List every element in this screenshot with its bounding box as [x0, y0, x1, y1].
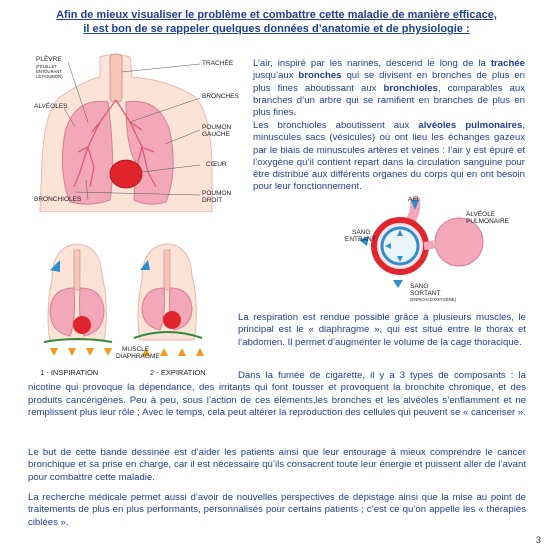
label-sang-entrant-1: SANG: [352, 229, 371, 236]
blood-out-arrow-icon: [393, 280, 403, 288]
label-alveole-1: ALVÉOLE: [466, 211, 496, 218]
label-bronches: BRONCHES: [202, 93, 239, 100]
caption-inspiration: 1 - INSPIRATION: [40, 368, 99, 377]
p1-text-3: qui se divisent en bronches de plus en plus fines aboutissant aux: [253, 70, 526, 94]
label-muscle-2: DIAPHRAGME: [116, 353, 160, 360]
label-plevre-sub-2: ENTOURANT: [36, 69, 62, 74]
label-poumon-gauche-2: GAUCHE: [202, 131, 230, 138]
p1-text-4: , comparables aux branches d’un arbre qui se ramifient en branches de plus en plus fines.: [253, 82, 525, 119]
label-sang-entrant-2: ENTRANT: [345, 236, 376, 243]
paragraph-alveoles: [253, 120, 525, 194]
label-plevre: PLÈVRE: [36, 56, 62, 63]
label-muscle-1: MUSCLE: [122, 346, 150, 353]
p1-text-1: L’air, inspiré par les narines, descend le long de la: [253, 58, 491, 69]
label-coeur: CŒUR: [206, 161, 227, 168]
title-line-1: Afin de mieux visualiser le problème et combattre cette maladie de manière efficace,: [56, 9, 497, 21]
paragraph-recherche: La recherche médicale permet aussi d’avoir de nouvelles perspectives de dépistage ainsi que la mise au point de traitements de plus en plus performants, personnalisés pour certains patients ; c’est ce qu’on appelle les « thérapies ciblées ».: [28, 492, 526, 528]
p2-bold-alveoles: alvéoles pulmonaires: [418, 120, 523, 131]
page-title: [30, 8, 523, 36]
p1-bold-bronches: bronches: [298, 70, 342, 82]
caption-expiration: 2 - EXPIRATION: [150, 368, 206, 377]
label-air: AIR: [408, 196, 419, 203]
breathing-illustration: [30, 230, 230, 365]
p2-text-1: Les bronchioles aboutissent aux: [253, 120, 419, 131]
down-arrows-icon: [50, 348, 112, 356]
label-bronchioles: BRONCHIOLES: [34, 196, 82, 203]
paragraph-cigarette: Dans la fumée de cigarette, il y a 3 types de composants : la nicotine qui provoque la dépendance, des irritants qui font tousser et provoquent la bronchite chronique, et des produits cancérigènes. Peu à peu, sous l’action de ces éléments,les bronches et les alvéoles s’enflamment et ne remplissent plus leur rôle ; Avec le temps, cela peut altérer la reproduction des cellules qui peuvent se « canceriser ».: [28, 370, 526, 418]
p1-bold-bronchioles: bronchioles: [383, 82, 438, 94]
label-trachee: TRACHÉE: [202, 60, 234, 67]
label-alveoles: ALVÉOLES: [34, 103, 68, 110]
paragraph-airways: [253, 58, 525, 119]
p1-bold-trachee: trachée: [490, 58, 525, 69]
trachea-shape: [110, 54, 122, 102]
label-alveole-2: PULMONAIRE: [466, 218, 509, 225]
label-plevre-sub-1: (FEUILLET: [36, 64, 57, 69]
heart-shape: [110, 160, 142, 188]
title-line-2: il est bon de se rappeler quelques données d’anatomie et de physiologie :: [83, 23, 470, 35]
label-plevre-sub-3: LE POUMON): [36, 74, 63, 79]
label-poumon-gauche-1: POUMON: [202, 124, 232, 131]
paragraph-diaphragme: La respiration est rendue possible grâce à plusieurs muscles, le principal est le « diaphragme », qui est situé entre le thorax et l’abdomen. Il permet d’augmenter le volume de la cage thoracique.: [238, 312, 526, 348]
page-number: 3: [535, 535, 541, 545]
label-sang-sortant-3: (ENRICHI D’OXYGÈNE): [410, 297, 456, 302]
inspiration-figure: [44, 244, 112, 356]
p2-text-2: , minuscules sacs (vésicules) où ont lieu les échanges gazeux par le biais de minuscules artères et veines : l’air y est épuré et l’oxygène qu’il contient repart dans la circulation sanguine pour être distribué aux différents organes du corps qui en ont besoin pour leur fonctionnement.: [253, 120, 526, 193]
alveole-sac: [435, 218, 483, 266]
label-poumon-droit-1: POUMON: [202, 190, 232, 197]
p1-text-2: jusqu’aux: [253, 70, 299, 82]
paragraph-bande-dessinee: Le but de cette bande dessinée est d’aider les patients ainsi que leur entourage à mieux comprendre le cancer bronchique et sa prise en charge, car il est nécessaire qu’ils consacrent toute leur énergie et puissent aller de l’avant pour combattre cette maladie.: [28, 447, 526, 483]
expiration-figure: [134, 244, 204, 356]
label-sang-sortant-1: SANG: [410, 283, 429, 290]
label-poumon-droit-2: DROIT: [202, 197, 223, 204]
label-sang-sortant-2: SORTANT: [410, 290, 441, 297]
